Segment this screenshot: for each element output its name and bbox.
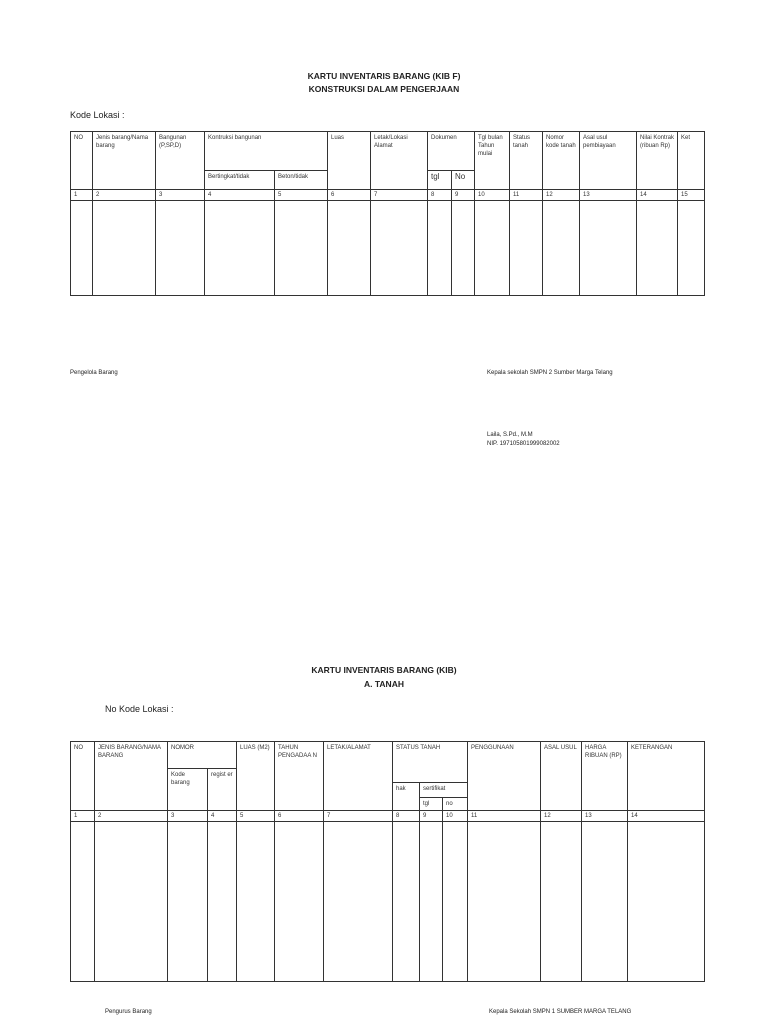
doc1-signer-name: Laila, S.Pd., M.M [487, 432, 533, 438]
header-penggunaan: PENGGUNAAN [468, 742, 541, 811]
header-no: NO [71, 742, 95, 811]
col-number: 10 [475, 190, 510, 201]
header-sertifikat-tgl: tgl [420, 798, 443, 811]
table-cell [637, 201, 678, 296]
col-number: 13 [580, 190, 637, 201]
doc2-pengurus-label: Pengurus Barang [105, 1009, 152, 1015]
table-cell [324, 822, 393, 982]
doc1-subtitle: KONSTRUKSI DALAM PENGERJAAN [308, 84, 460, 94]
header-bertingkat: Bertingkat/tidak [205, 171, 275, 190]
col-number: 3 [156, 190, 205, 201]
table-cell [678, 201, 705, 296]
col-number: 4 [208, 811, 237, 822]
doc1-table [70, 131, 705, 296]
table-cell [393, 822, 420, 982]
table-cell [93, 201, 156, 296]
header-letak: LETAK/ALAMAT [324, 742, 393, 811]
header-register: regist er [208, 769, 237, 811]
doc2-kepala-label: Kepala Sekolah SMPN 1 SUMBER MARGA TELANG [489, 1009, 632, 1015]
header-bangunan: Bangunan (P,SP,D) [156, 132, 205, 190]
header-dokumen: Dokumen [428, 132, 475, 171]
table-cell [452, 201, 475, 296]
col-number: 13 [582, 811, 628, 822]
col-number: 3 [168, 811, 208, 822]
table-cell [510, 201, 543, 296]
doc1-pengelola-label: Pengelola Barang [70, 370, 118, 376]
col-number: 9 [420, 811, 443, 822]
col-number: 5 [237, 811, 275, 822]
col-number: 1 [71, 190, 93, 201]
col-number: 12 [541, 811, 582, 822]
col-number: 12 [543, 190, 580, 201]
header-luas: Luas [328, 132, 371, 190]
table-cell [205, 201, 275, 296]
doc1-kepala-label: Kepala sekolah SMPN 2 Sumber Marga Telang [487, 370, 613, 376]
header-sertifikat: sertifikat [420, 783, 468, 798]
table-cell [428, 201, 452, 296]
header-no: NO [71, 132, 93, 190]
table-cell [156, 201, 205, 296]
col-number: 8 [428, 190, 452, 201]
doc2-subtitle: A. TANAH [364, 679, 404, 689]
col-number: 7 [371, 190, 428, 201]
header-jenis-barang: JENIS BARANG/NAMA BARANG [95, 742, 168, 811]
header-harga: HARGA RIBUAN (RP) [582, 742, 628, 811]
table-cell [443, 822, 468, 982]
table-cell [628, 822, 705, 982]
header-ket: Ket [678, 132, 705, 190]
header-keterangan: KETERANGAN [628, 742, 705, 811]
table-cell [275, 201, 328, 296]
header-tahun: TAHUN PENGADAA N [275, 742, 324, 811]
col-number: 10 [443, 811, 468, 822]
header-no-dokumen: No [452, 171, 475, 190]
table-cell [475, 201, 510, 296]
header-nomor: NOMOR [168, 742, 237, 769]
table-cell [582, 822, 628, 982]
col-number: 6 [328, 190, 371, 201]
header-kode-barang: Kode barang [168, 769, 208, 811]
doc2-kode-lokasi: No Kode Lokasi : [105, 704, 174, 714]
table-cell [237, 822, 275, 982]
table-cell [420, 822, 443, 982]
header-asal-usul: Asal usul pembiayaan [580, 132, 637, 190]
col-number: 6 [275, 811, 324, 822]
header-nilai-kontrak: Nilai Kontrak (ribuan Rp) [637, 132, 678, 190]
col-number: 5 [275, 190, 328, 201]
header-nomor-kode: Nomor kode tanah [543, 132, 580, 190]
table-cell [328, 201, 371, 296]
header-jenis-barang: Jenis barang/Nama barang [93, 132, 156, 190]
doc2-table [70, 741, 705, 982]
header-letak: Letak/Lokasi Alamat [371, 132, 428, 190]
table-cell [275, 822, 324, 982]
table-cell [580, 201, 637, 296]
col-number: 2 [95, 811, 168, 822]
col-number: 11 [468, 811, 541, 822]
header-sertifikat-no: no [443, 798, 468, 811]
header-asal-usul: ASAL USUL [541, 742, 582, 811]
col-number: 11 [510, 190, 543, 201]
table-cell [71, 201, 93, 296]
header-tgl-bulan: Tgl bulan Tahun mulai [475, 132, 510, 190]
col-number: 7 [324, 811, 393, 822]
col-number: 14 [637, 190, 678, 201]
header-status-tanah: STATUS TANAH [393, 742, 468, 769]
col-number: 15 [678, 190, 705, 201]
header-status: Status tanah [510, 132, 543, 190]
table-cell [468, 822, 541, 982]
table-cell [393, 769, 468, 783]
table-cell [371, 201, 428, 296]
col-number: 1 [71, 811, 95, 822]
col-number: 2 [93, 190, 156, 201]
header-hak: hak [393, 783, 420, 811]
table-cell [543, 201, 580, 296]
header-beton: Beton/tidak [275, 171, 328, 190]
table-cell [208, 822, 237, 982]
table-cell [71, 822, 95, 982]
table-cell [168, 822, 208, 982]
doc1-kode-lokasi: Kode Lokasi : [70, 110, 125, 120]
table-cell [541, 822, 582, 982]
col-number: 14 [628, 811, 705, 822]
header-kontruksi: Kontruksi bangunan [205, 132, 328, 171]
col-number: 4 [205, 190, 275, 201]
header-tgl: tgl [428, 171, 452, 190]
doc1-title: KARTU INVENTARIS BARANG (KIB F) [307, 71, 461, 81]
doc2-title: KARTU INVENTARIS BARANG (KIB) [311, 665, 457, 675]
table-cell [95, 822, 168, 982]
header-luas: LUAS (M2) [237, 742, 275, 811]
doc1-signer-nip: NIP. 197105801999082002 [487, 441, 560, 447]
col-number: 9 [452, 190, 475, 201]
col-number: 8 [393, 811, 420, 822]
